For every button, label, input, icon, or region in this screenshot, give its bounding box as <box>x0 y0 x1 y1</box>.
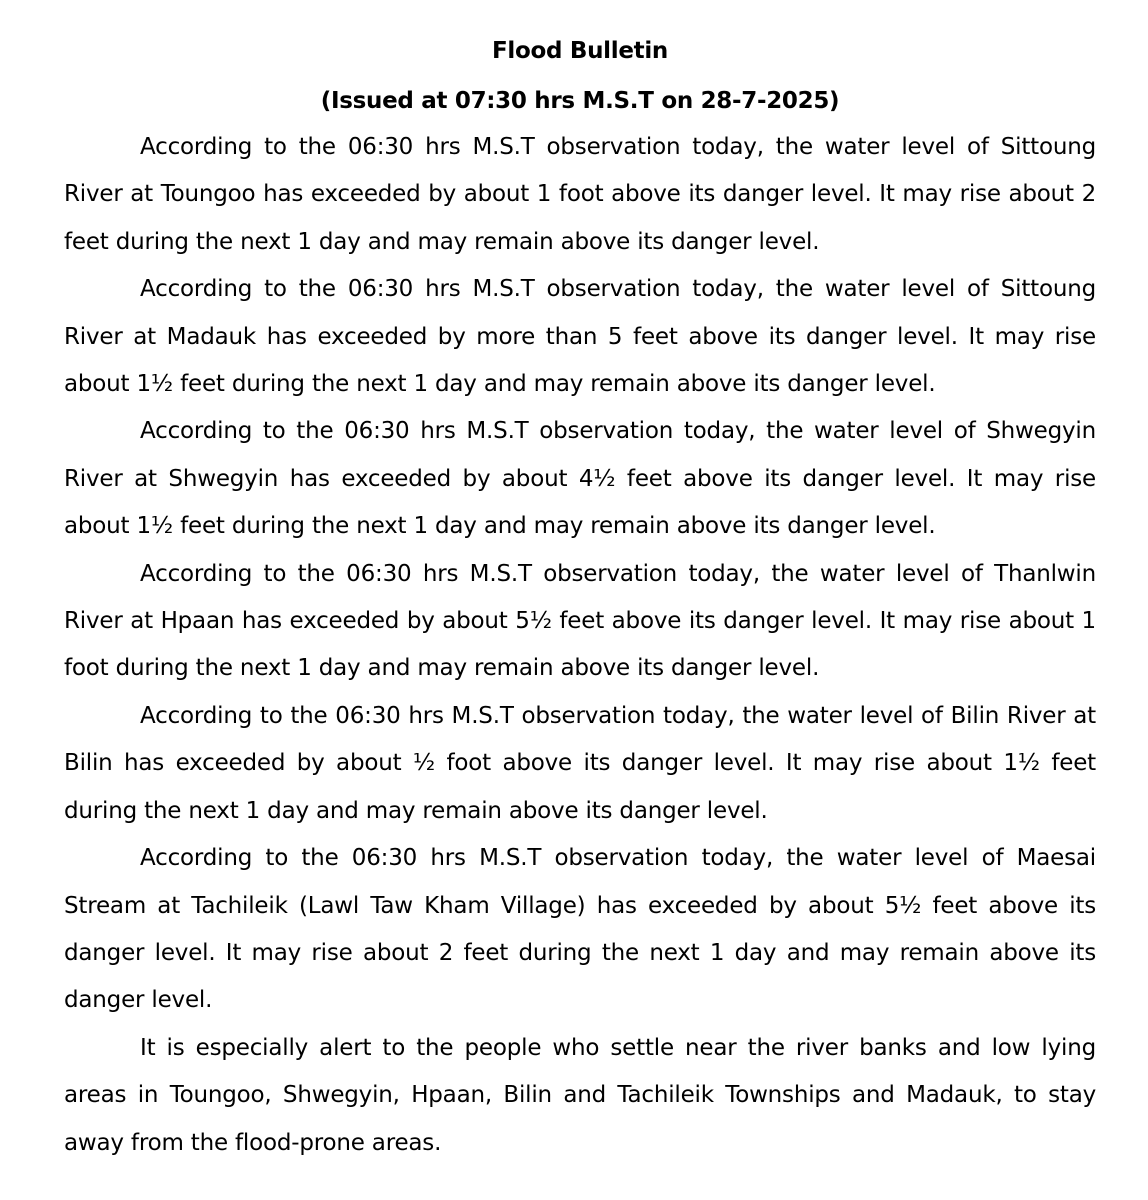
paragraph-shwegyin: According to the 06:30 hrs M.S.T observation today, the water level of Shwegyin River at Shwegyin has exceeded by about 4½ feet above its danger level. It may rise about 1½ feet during the next 1 day and may remain above its danger level. <box>64 418 1096 540</box>
bulletin-body <box>64 124 1096 1167</box>
paragraph-bilin: According to the 06:30 hrs M.S.T observation today, the water level of Bilin River at Bilin has exceeded by about ½ foot above its danger level. It may rise about 1½ feet during the next 1 day and may remain above its danger level. <box>64 702 1096 824</box>
bulletin-title: Flood Bulletin <box>492 38 668 64</box>
paragraph-alert: It is especially alert to the people who settle near the river banks and low lying areas in Toungoo, Shwegyin, Hpaan, Bilin and Tachileik Townships and Madauk, to stay away from the flood-prone areas. <box>64 1034 1096 1156</box>
bulletin-issued-time: (Issued at 07:30 hrs M.S.T on 28-7-2025) <box>320 88 840 114</box>
paragraph-sittoung-toungoo: According to the 06:30 hrs M.S.T observation today, the water level of Sittoung River at Toungoo has exceeded by about 1 foot above its danger level. It may rise about 2 feet during the next 1 day and may remain above its danger level. <box>64 134 1096 255</box>
paragraph-sittoung-madauk: According to the 06:30 hrs M.S.T observation today, the water level of Sittoung River at Madauk has exceeded by more than 5 feet above its danger level. It may rise about 1½ feet during the next 1 day and may remain above its danger level. <box>64 276 1096 398</box>
paragraph-maesai-tachileik: According to the 06:30 hrs M.S.T observation today, the water level of Maesai Stream at Tachileik (Lawl Taw Kham Village) has exceeded by about 5½ feet above its danger level. It may rise about 2 feet during the next 1 day and may remain above its danger level. <box>64 845 1096 1014</box>
paragraph-thanlwin-hpaan: According to the 06:30 hrs M.S.T observation today, the water level of Thanlwin River at Hpaan has exceeded by about 5½ feet above its danger level. It may rise about 1 foot during the next 1 day and may remain above its danger level. <box>64 560 1096 682</box>
